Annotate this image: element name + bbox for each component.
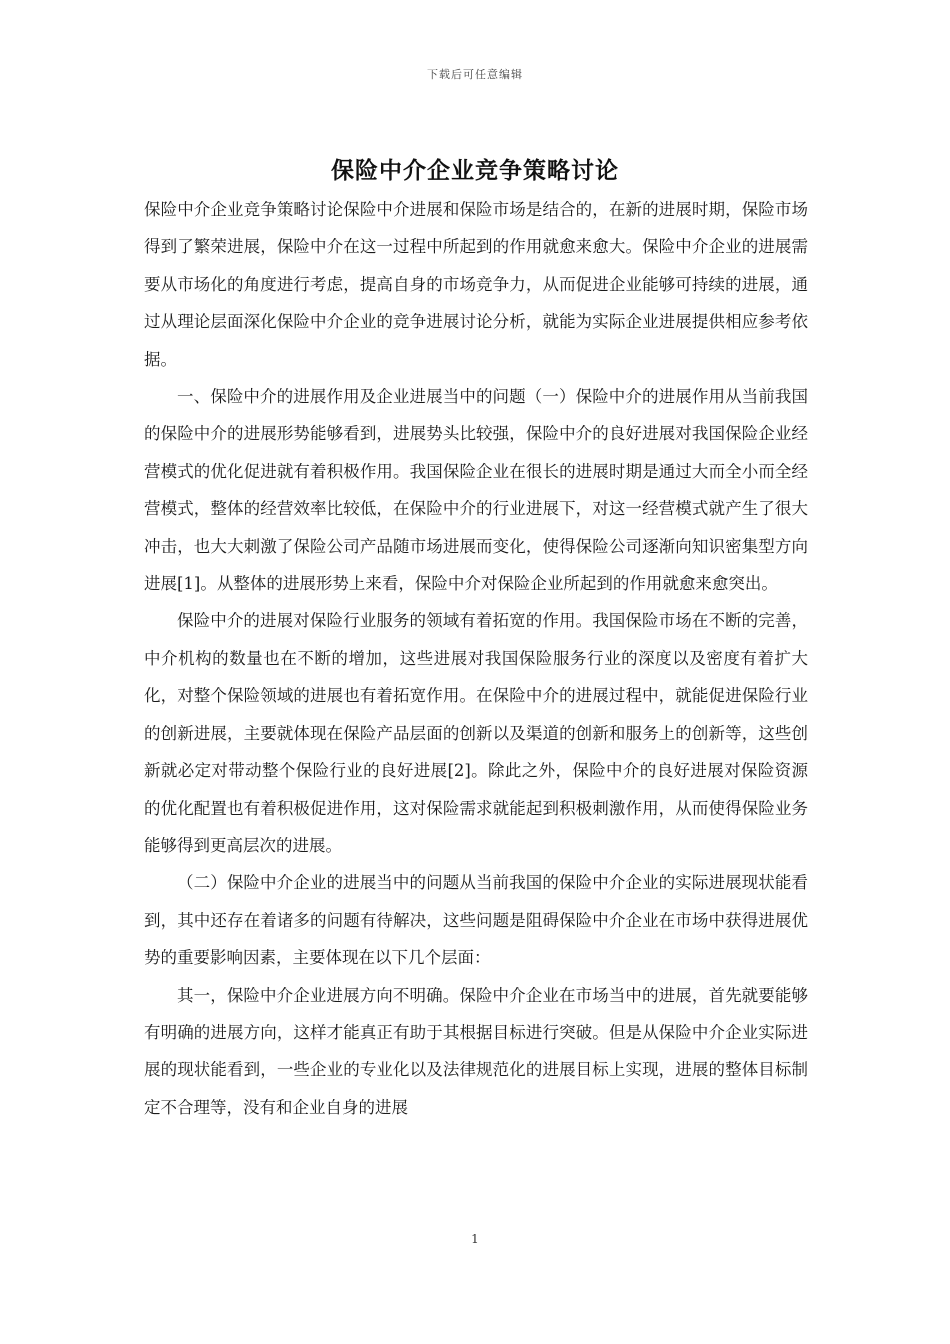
page-header-note: 下载后可任意编辑 [427, 68, 523, 81]
paragraph-service-scope: 保险中介的进展对保险行业服务的领域有着拓宽的作用。我国保险市场在不断的完善，中介机构的数量也在不断的增加，这些进展对我国保险服务行业的深度以及密度有着扩大化，对整个保险领域的进展也有着拓宽作用。在保险中介的进展过程中，就能促进保险行业的创新进展，主要就体现在保险产品层面的创新以及渠道的创新和服务上的创新等，这些创新就必定对带动整个保险行业的良好进展[2]。除此之外，保险中介的良好进展对保险资源的优化配置也有着积极促进作用，这对保险需求就能起到积极刺激作用，从而使得保险业务能够得到更高层次的进展。 [144, 611, 808, 855]
document-body [144, 191, 808, 1126]
paragraph-section-two: （二）保险中介企业的进展当中的问题从当前我国的保险中介企业的实际进展现状能看到，其中还存在着诸多的问题有待解决，这些问题是阻碍保险中介企业在市场中获得进展优势的重要影响因素，主要体现在以下几个层面： [144, 873, 808, 968]
paragraph-problem-one: 其一，保险中介企业进展方向不明确。保险中介企业在市场当中的进展，首先就要能够有明确的进展方向，这样才能真正有助于其根据目标进行突破。但是从保险中介企业实际进展的现状能看到，一些企业的专业化以及法律规范化的进展目标上实现，进展的整体目标制定不合理等，没有和企业自身的进展 [144, 985, 808, 1117]
document-title: 保险中介企业竞争策略讨论 [331, 158, 619, 184]
paragraph-section-one: 一、保险中介的进展作用及企业进展当中的问题（一）保险中介的进展作用从当前我国的保险中介的进展形势能够看到，进展势头比较强，保险中介的良好进展对我国保险企业经营模式的优化促进就有着积极作用。我国保险企业在很长的进展时期是通过大而全小而全经营模式，整体的经营效率比较低，在保险中介的行业进展下，对这一经营模式就产生了很大冲击，也大大刺激了保险公司产品随市场进展而变化，使得保险公司逐渐向知识密集型方向进展[1]。从整体的进展形势上来看，保险中介对保险企业所起到的作用就愈来愈突出。 [144, 387, 808, 594]
page-number: 1 [471, 1232, 479, 1246]
paragraph-intro: 保险中介企业竞争策略讨论保险中介进展和保险市场是结合的，在新的进展时期，保险市场得到了繁荣进展，保险中介在这一过程中所起到的作用就愈来愈大。保险中介企业的进展需要从市场化的角度进行考虑，提高自身的市场竞争力，从而促进企业能够可持续的进展，通过从理论层面深化保险中介企业的竞争进展讨论分析，就能为实际企业进展提供相应参考依据。 [144, 200, 808, 369]
